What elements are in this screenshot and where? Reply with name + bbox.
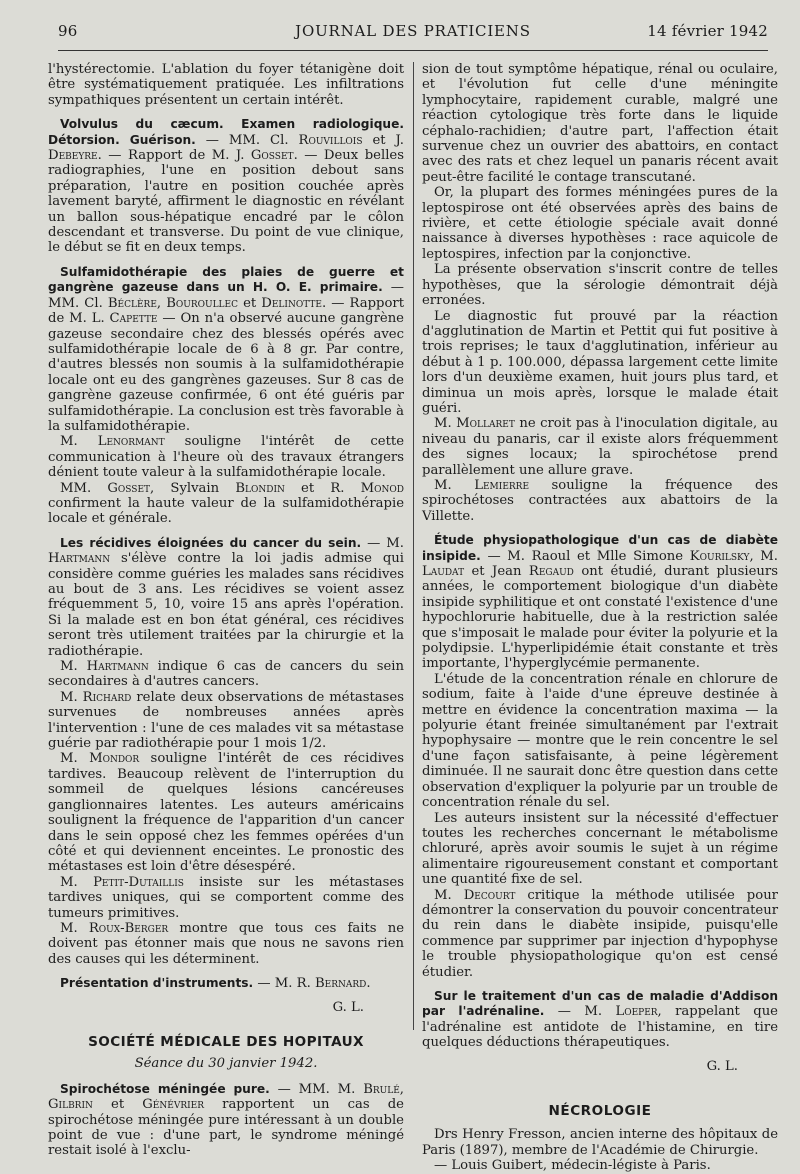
- author-name: Blondin: [235, 480, 285, 496]
- author-name: Mollaret: [456, 416, 515, 432]
- author-name: Gosset: [250, 148, 294, 164]
- author-name: Laudat: [422, 564, 465, 579]
- necrology-title: NÉCROLOGIE: [548, 1103, 652, 1119]
- author-name: Béclère: [107, 295, 157, 311]
- author-name: Kourilsky: [689, 548, 750, 564]
- paragraph: M. Lemierre souligne la fréquence des spirochétoses contractées aux abattoirs de la Villette.: [422, 477, 778, 524]
- article-volvulus: Volvulus du cæcum. Examen radiologique. Détorsion. Guérison. — MM. Cl. Rouvillois et J. Debeyre. — Rapport de M. J. Gosset. — Deux belles radiographies, l'une en position debout sans préparation, l'autre en position couchée après lavement baryté, affirment le diagnostic en révélant un ballon sous-hépatique encadré par le côlon descendant et transverse. Du point de vue clinique, le début se fit en deux temps.: [48, 117, 404, 256]
- article-instruments: Présentation d'instruments. — M. R. Bernard.: [60, 976, 371, 992]
- article-heading: Les récidives éloignées du cancer du sein.: [60, 535, 362, 550]
- author-name: Génévrier: [142, 1097, 204, 1113]
- author-name: Debeyre: [48, 148, 98, 164]
- signature: G. L.: [706, 1058, 738, 1074]
- article-heading: Spirochétose méningée pure.: [60, 1081, 270, 1096]
- paragraph: M. Richard relate deux observations de métastases survenues de nombreuses années après l'intervention : l'une de ces malades vit sa métastase guérie par radiothérapie pour 1 mois 1/2.: [48, 689, 404, 752]
- author-name: Decourt: [463, 887, 516, 903]
- paragraph: Or, la plupart des formes méningées pures de la leptospirose ont été observées après des bains de rivière, et cette étiologie spéciale avait donné naissance à diverses hypothèses : race aquicole de leptospires, infection par la conjonctive.: [422, 185, 778, 262]
- author-name: Gosset: [107, 480, 151, 496]
- session-date: Séance du 30 janvier 1942.: [134, 1056, 318, 1072]
- author-name: Mondor: [89, 751, 140, 767]
- section-title: SOCIÉTÉ MÉDICALE DES HOPITAUX: [88, 1033, 364, 1050]
- paragraph: Les auteurs insistent sur la nécessité d'effectuer toutes les recherches concernant le métabolisme chloruré, après avoir soumis le sujet à un régime alimentaire rigoureusement constant et comportant une quantité fixe de sel.: [422, 810, 778, 888]
- author-name: Capette: [109, 311, 158, 327]
- author-name: Lemierre: [474, 477, 530, 493]
- paragraph: sion de tout symptôme hépatique, rénal ou oculaire, et l'évolution fut celle d'une méningite lymphocytaire, rapidement curable, malgré une réaction cytologique très forte dans le liquide céphalo-rachidien; d'autre part, l'affection était survenue chez un ouvrier des abattoirs, en contact avec des rats et chez lequel un panaris récent avait peut-être facilité le contage transcutané.: [422, 62, 778, 185]
- necrology-entry: Drs Henry Fresson, ancien interne des hôpitaux de Paris (1897), membre de l'Académie de Chirurgie.: [422, 1127, 778, 1158]
- article-heading: Sur le traitement d'un cas de maladie d'Addison par l'adrénaline.: [422, 988, 778, 1019]
- page-number: 96: [58, 22, 78, 40]
- author-name: Richard: [82, 689, 132, 705]
- author-name: Petit-Dutaillis: [93, 874, 184, 890]
- signature: G. L.: [332, 999, 364, 1015]
- paragraph: La présente observation s'inscrit contre de telles hypothèses, que la sérologie démontrait déjà erronées.: [422, 262, 778, 309]
- article-spirochetose: Spirochétose méningée pure. — MM. M. Brulé, Gilbrin et Génévrier rapportent un cas de spirochétose méningée pure intéressant à un double point de vue : d'une part, le syndrome méningé restait isolé à l'exclu-: [48, 1081, 404, 1159]
- paragraph: M. Roux-Berger montre que tous ces faits ne doivent pas étonner mais que nous ne savons rien des causes qui les déterminent.: [48, 920, 404, 967]
- author-name: Delinotte: [261, 295, 322, 311]
- left-column: [48, 62, 404, 1159]
- article-heading: Présentation d'instruments.: [60, 976, 254, 991]
- page-header: [58, 22, 768, 46]
- paragraph: MM. Gosset, Sylvain Blondin et R. Monod confirment la haute valeur de la sulfamidothérapie locale et générale.: [48, 480, 404, 527]
- article-heading: Étude physiopathologique d'un cas de diabète insipide.: [422, 533, 778, 563]
- author-name: Roux-Berger: [88, 920, 169, 936]
- column-divider: [413, 62, 414, 1030]
- author-name: Regaud: [528, 564, 574, 579]
- paragraph: M. Hartmann indique 6 cas de cancers du sein secondaires à d'autres cancers.: [48, 659, 405, 690]
- article-recidives: Les récidives éloignées du cancer du sein. — M. Hartmann s'élève contre la loi jadis admise qui considère comme guéries les malades sans récidives au bout de 3 ans. Les récidives se voient assez fréquemment 5, 10, voire 15 ans après l'opération. Si la malade est en bon état général, ces récidives seront très utilement traitées par la chirurgie et la radiothérapie.: [48, 535, 404, 659]
- author-name: Lenormant: [97, 434, 165, 450]
- author-name: Bouroullec: [166, 295, 238, 311]
- necrology-entry: — Louis Guibert, médecin-légiste à Paris.: [434, 1158, 711, 1174]
- author-name: Hartmann: [48, 551, 111, 567]
- author-name: Brulé: [363, 1081, 400, 1097]
- paragraph: M. Petit-Dutaillis insiste sur les métastases tardives uniques, qui se comportent comme des tumeurs primitives.: [48, 874, 405, 921]
- right-column: [422, 62, 778, 1174]
- paragraph: Le diagnostic fut prouvé par la réaction d'agglutination de Martin et Pettit qui fut positive à trois reprises; le taux d'agglutination, inférieur au début à 1 p. 100.000, dépassa largement cette limite lors d'un deuxième examen, huit jours plus tard, et diminua un mois après, lorsque le malade était guéri.: [422, 308, 778, 416]
- author-name: Monod: [360, 480, 404, 496]
- article-addison: Sur le traitement d'un cas de maladie d'Addison par l'adrénaline. — M. Loeper, rappelant que l'adrénaline est antidote de l'histamine, en tire quelques déductions thérapeutiques.: [422, 988, 778, 1051]
- journal-title: JOURNAL DES PRATICIENS: [295, 22, 531, 40]
- article-diabete: Étude physiopathologique d'un cas de diabète insipide. — M. Raoul et Mlle Simone Kourilsky, M. Laudat et Jean Regaud ont étudié, durant plusieurs années, le comportement biologique d'un diabète insipide syphilitique et ont constaté l'existence d'une hypochlorurie habituelle, due à la restriction salée que s'imposait le malade pour éviter la polyurie et la polydipsie. L'hyperlipidémie était constante et très importante, l'hyperglycémie permanente.: [422, 533, 778, 672]
- author-name: Hartmann: [86, 659, 149, 675]
- article-sulfamidotherapie: Sulfamidothérapie des plaies de guerre et gangrène gazeuse dans un H. O. E. primaire. — MM. Cl. Béclère, Bouroullec et Delinotte. — Rapport de M. L. Capette — On n'a observé aucune gangrène gazeuse secondaire chez des blessés opérés avec sulfamidothérapie locale de 6 à 8 gr. Par contre, d'autres blessés non soumis à la sulfamidothérapie locale ont eu des gangrènes gazeuses. Sur 8 cas de gangrène gazeuse confirmée, 6 ont été guéris par sulfamidothérapie. La conclusion est très favorable à la sulfamidothérapie.: [48, 264, 404, 434]
- author-name: Loeper: [615, 1004, 658, 1020]
- issue-date: 14 février 1942: [647, 22, 768, 40]
- header-rule: [58, 50, 768, 51]
- paragraph: L'étude de la concentration rénale en chlorure de sodium, faite à l'aide d'une épreuve destinée à mettre en évidence la concentration maxima — la polyurie étant freinée simultanément par l'extrait hypophysaire — montre que le rein concentre le sel d'une façon satisfaisante, à peine légèrement diminuée. Il ne saurait donc être question dans cette observation d'expliquer la polyurie par un trouble de concentration rénale du sel.: [422, 671, 778, 811]
- paragraph: M. Mollaret ne croit pas à l'inoculation digitale, au niveau du panaris, car il existe alors fréquemment des signes locaux; la spirochétose prend parallèlement une allure grave.: [422, 416, 778, 478]
- paragraph: M. Decourt critique la méthode utilisée pour démontrer la conservation du pouvoir concentrateur du rein dans le diabète insipide, puisqu'elle commence par supprimer par injection d'hypophyse le trouble physiopathologique qu'on est censé étudier.: [422, 887, 778, 980]
- paragraph: M. Lenormant souligne l'intérêt de cette communication à l'heure où des travaux étrangers dénient toute valeur à la sulfamidothérapie locale.: [48, 434, 404, 481]
- paragraph-intro: l'hystérectomie. L'ablation du foyer tétanigène doit être systématiquement pratiquée. Les infiltrations sympathiques présentent un certain intérêt.: [48, 62, 404, 108]
- author-name: Rouvillois: [298, 132, 363, 148]
- author-name: Bernard: [314, 976, 367, 992]
- article-heading: Volvulus du cæcum. Examen radiologique. Détorsion. Guérison.: [48, 117, 404, 147]
- author-name: Gilbrin: [48, 1097, 93, 1113]
- article-heading: Sulfamidothérapie des plaies de guerre et gangrène gazeuse dans un H. O. E. primaire.: [48, 264, 404, 295]
- paragraph: M. Mondor souligne l'intérêt de ces récidives tardives. Beaucoup relèvent de l'interruption du sommeil de quelques lésions cancéreuses ganglionnaires latentes. Les auteurs américains soulignent la fréquence de l'apparition d'un cancer dans le sein opposé chez les femmes opérées d'un côté et qui deviennent enceintes. Le pronostic des métastases est loin d'être désespéré.: [48, 751, 405, 875]
